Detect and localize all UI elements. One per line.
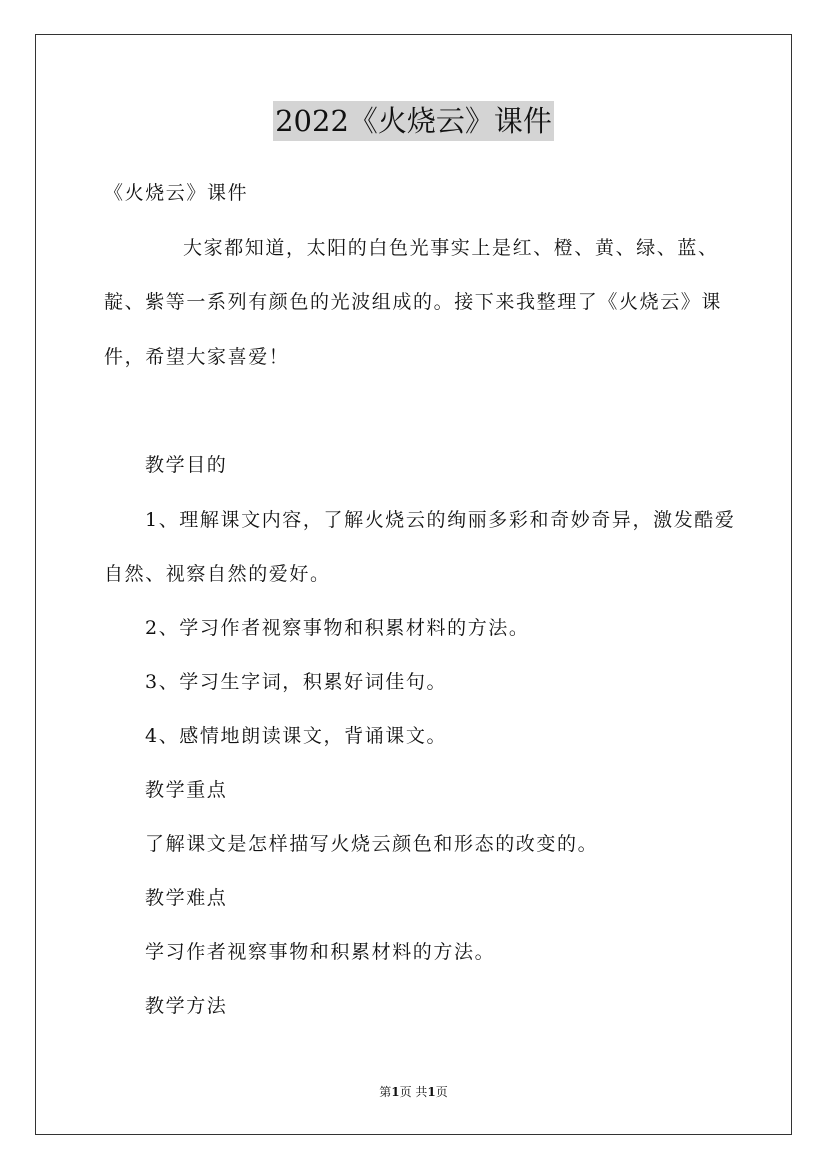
footer-page-total: 1 [427,1085,436,1099]
page-footer [0,1083,827,1101]
key-heading: 教学重点 [145,779,228,801]
footer-page-mid: 页 共 [399,1085,428,1099]
goal-3: 3、学习生字词，积累好词佳句。 [145,671,448,693]
intro-line-3: 件，希望大家喜爱！ [104,346,290,368]
goal-1-line-2: 自然、视察自然的爱好。 [104,563,331,585]
method-heading: 教学方法 [145,995,228,1017]
intro-line-1: 大家都知道，太阳的白色光事实上是红、橙、黄、绿、蓝、 [183,237,719,259]
goal-4: 4、感情地朗读课文，背诵课文。 [145,725,448,747]
key-text: 了解课文是怎样描写火烧云颜色和形态的改变的。 [145,833,599,855]
subtitle: 《火烧云》课件 [104,182,249,204]
goal-heading: 教学目的 [145,454,228,476]
document-title: 2022《火烧云》课件 [273,101,554,141]
difficulty-text: 学习作者视察事物和积累材料的方法。 [145,941,496,963]
goal-2: 2、学习作者视察事物和积累材料的方法。 [145,617,530,639]
title-container [0,101,827,141]
footer-page-current: 1 [391,1085,400,1099]
footer-page-prefix: 第 [379,1085,392,1099]
footer-page-suffix: 页 [435,1085,448,1099]
goal-1-line-1: 1、理解课文内容，了解火烧云的绚丽多彩和奇妙奇异，激发酷爱 [145,509,736,531]
difficulty-heading: 教学难点 [145,887,228,909]
intro-line-2: 靛、紫等一系列有颜色的光波组成的。接下来我整理了《火烧云》课 [104,291,723,313]
